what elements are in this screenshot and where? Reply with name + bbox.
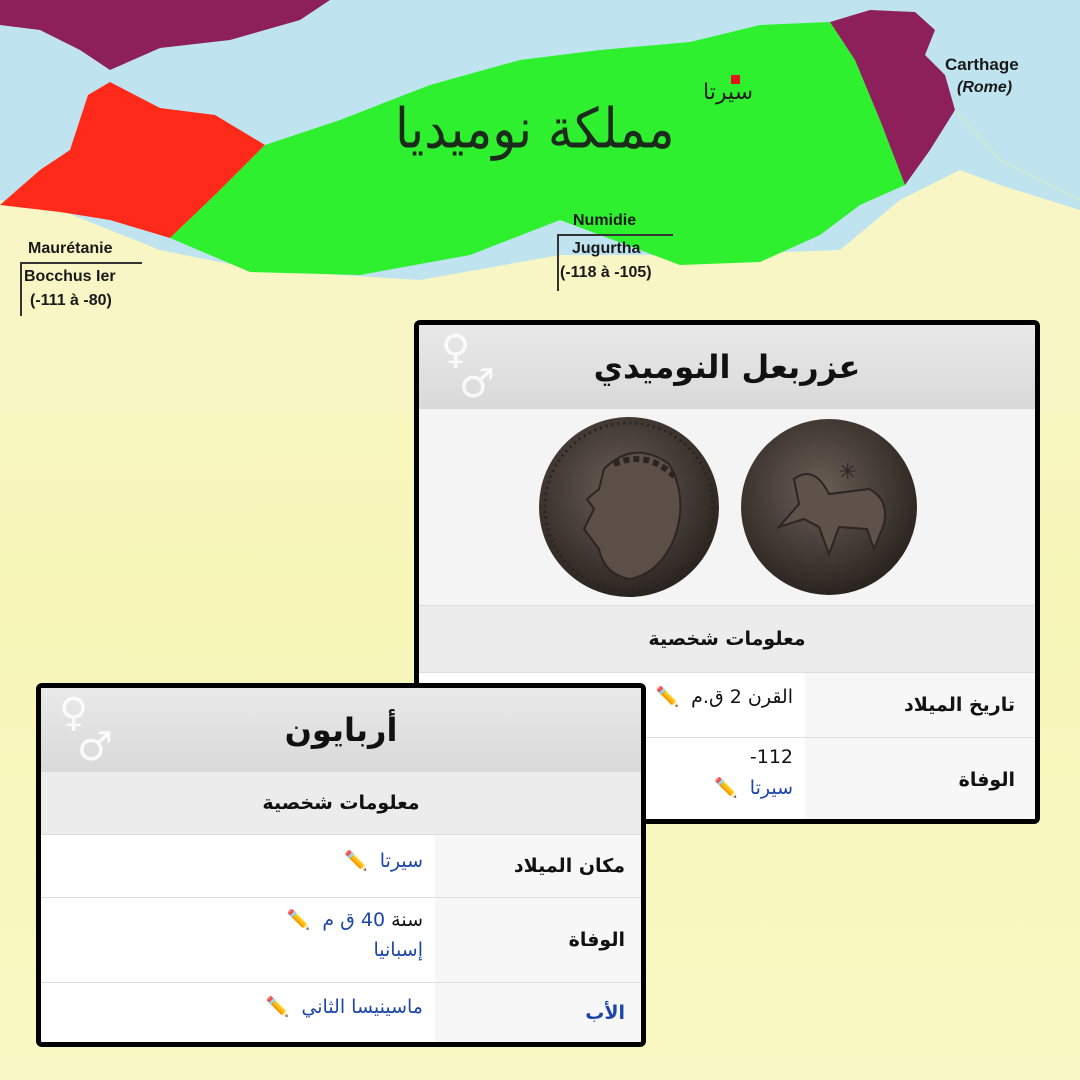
edit-pencil-icon[interactable]: ✏️ bbox=[714, 777, 738, 799]
edit-pencil-icon[interactable]: ✏️ bbox=[286, 909, 311, 931]
coin-image bbox=[419, 409, 1035, 605]
death-year-prefix: سنة bbox=[391, 909, 423, 931]
death-place-link[interactable]: إسبانيا bbox=[373, 939, 423, 961]
father-link[interactable]: ماسينيسا الثاني bbox=[301, 996, 423, 1018]
kingdom-label: مملكة نوميديا bbox=[395, 97, 675, 161]
carthage-sub-label: (Rome) bbox=[957, 79, 1013, 96]
numidie-king-label: Jugurtha bbox=[572, 240, 641, 257]
female-icon: ♀ bbox=[59, 690, 89, 736]
death-place-link[interactable]: سيرتا bbox=[749, 777, 793, 799]
infobox-main-header bbox=[419, 325, 1035, 409]
edit-pencil-icon[interactable]: ✏️ bbox=[344, 850, 368, 872]
female-icon: ♀ bbox=[441, 327, 471, 373]
svg-text:✳: ✳ bbox=[838, 460, 857, 485]
death-year-link[interactable]: 40 ق م bbox=[322, 909, 386, 931]
infobox-second bbox=[36, 683, 646, 1047]
death-label: الوفاة bbox=[958, 769, 1015, 791]
coin-obverse bbox=[539, 417, 719, 597]
cirta-map-label: سيرتا bbox=[703, 80, 754, 105]
male-icon: ♂ bbox=[77, 724, 113, 770]
infobox-second-header bbox=[41, 688, 641, 772]
birth-place-value-cell bbox=[41, 835, 435, 897]
numidie-dates-label: (-118 à -105) bbox=[560, 264, 652, 281]
infobox-second-row-death bbox=[41, 897, 641, 982]
infobox-second-row-birthplace bbox=[41, 834, 641, 897]
death-value-cell bbox=[41, 898, 435, 982]
edit-pencil-icon[interactable]: ✏️ bbox=[265, 996, 290, 1018]
birth-date-value: القرن 2 ق.م bbox=[691, 686, 793, 708]
infobox-main-title: عزربعل النوميدي bbox=[593, 348, 861, 386]
numidie-label: Numidie bbox=[573, 212, 637, 229]
mauretanie-label: Maurétanie bbox=[28, 240, 113, 257]
carthage-label: Carthage bbox=[945, 55, 1019, 74]
birth-date-label: تاريخ الميلاد bbox=[904, 694, 1015, 716]
infobox-second-row-father bbox=[41, 982, 641, 1043]
male-icon: ♂ bbox=[459, 361, 495, 407]
infobox-second-section: معلومات شخصية bbox=[41, 772, 641, 834]
father-value-cell bbox=[41, 983, 435, 1043]
infobox-main-section: معلومات شخصية bbox=[419, 605, 1035, 672]
father-label[interactable]: الأب bbox=[585, 1002, 625, 1024]
death-date-value: 112- bbox=[749, 746, 793, 768]
death-label: الوفاة bbox=[568, 929, 625, 951]
edit-pencil-icon[interactable]: ✏️ bbox=[655, 686, 680, 708]
birth-place-link[interactable]: سيرتا bbox=[379, 850, 423, 872]
coin-reverse bbox=[741, 419, 917, 595]
europe-region bbox=[0, 0, 330, 70]
infobox-second-title: أربايون bbox=[284, 711, 398, 749]
birth-place-label: مكان الميلاد bbox=[513, 855, 625, 877]
mauretanie-dates-label: (-111 à -80) bbox=[30, 292, 112, 309]
mauretanie-king-label: Bocchus Ier bbox=[24, 268, 116, 285]
